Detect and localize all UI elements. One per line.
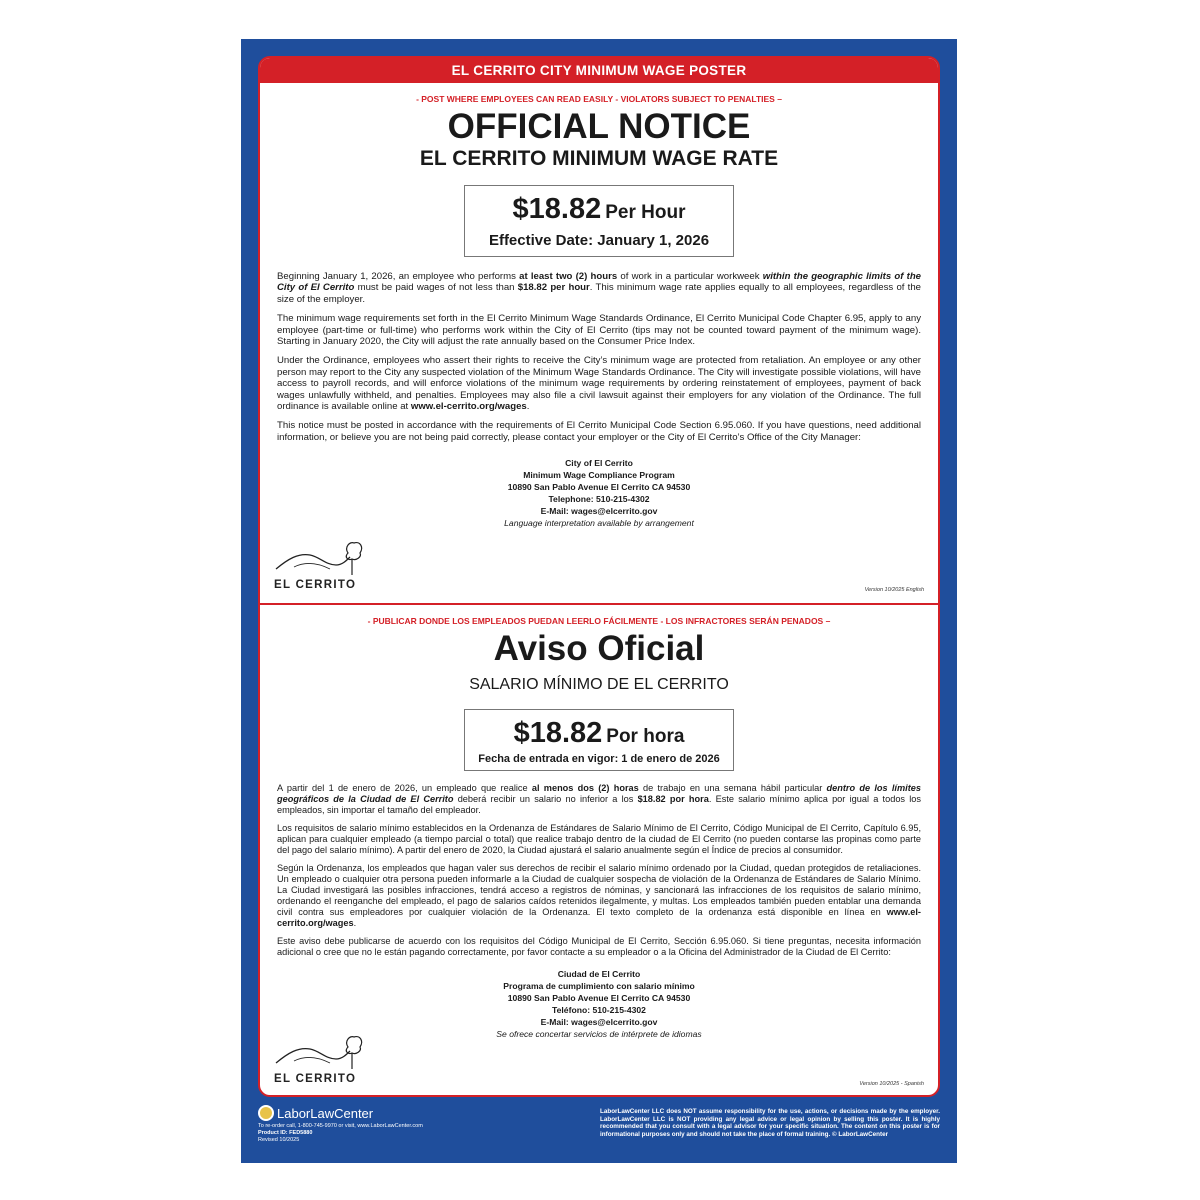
contact-line: E-Mail: wages@elcerrito.gov (540, 506, 658, 517)
footer-disclaimer: LaborLawCenter LLC does NOT assume responsibility for the use, actions, or decisions made by the employer. LaborLawCenter LLC is NOT providing any legal advice or legal opinion by selling this poster. It is highly recommended that you consult with a legal advisor for your specific situation. The content on this poster is for informational purposes only and should not take the place of formal training. © LaborLawCenter (600, 1108, 940, 1138)
poster-footer (258, 1105, 940, 1163)
english-contact-block (260, 457, 938, 529)
hills-tree-icon (274, 1033, 366, 1073)
spanish-subtitle: SALARIO MÍNIMO DE EL CERRITO (469, 676, 729, 693)
spanish-version: Version 10/2025 - Spanish (859, 1081, 924, 1087)
contact-line: 10890 San Pablo Avenue El Cerrito CA 94530 (507, 482, 691, 493)
logo-text: EL CERRITO (274, 1073, 357, 1085)
english-version: Version 10/2025 English (864, 587, 924, 593)
spanish-body (277, 783, 921, 958)
product-id: Product ID: FED5880 (258, 1129, 313, 1136)
brand-name: LaborLawCenter (277, 1106, 374, 1121)
poster-panel (258, 56, 940, 1097)
english-subtitle: EL CERRITO MINIMUM WAGE RATE (419, 147, 779, 170)
english-body (277, 271, 921, 443)
english-rate-amount: $18.82 (512, 193, 602, 225)
logo-text: EL CERRITO (274, 579, 357, 591)
revised-date: Revised 10/2025 (258, 1136, 300, 1143)
spanish-paragraph: Los requisitos de salario mínimo establecidos en la Ordenanza de Estándares de Salario Mínimo de El Cerrito, Código Municipal de El Cerrito, Capítulo 6.95, aplican para cualquier empleado (a tiempo parcial o total) que realice trabajo dentro de la ciudad de El Cerrito (no pueden contarse las propinas como parte del pago del salario mínimo). A partir del enero de 2020, la Ciudad ajustará el salario anualmente según el Índice de precios al consumidor. (277, 823, 921, 855)
el-cerrito-logo (274, 1033, 366, 1085)
english-paragraph: This notice must be posted in accordance with the requirements of El Cerrito Municipal Code Section 6.95.060. If you have questions, need additional information, or believe you are not being paid correctly, please contact your employer or the City of El Cerrito’s Office of the City Manager: (277, 420, 921, 443)
spanish-effective-date: Fecha de entrada en vigor: 1 de enero de 2026 (478, 753, 720, 765)
english-post-line: - POST WHERE EMPLOYEES CAN READ EASILY - VIOLATORS SUBJECT TO PENALTIES – (416, 94, 782, 104)
english-paragraph: Under the Ordinance, employees who assert their rights to receive the City’s minimum wage are protected from retaliation. An employee or any other person may report to the City any suspected violation of the Minimum Wage Standards Ordinance. The City will investigate possible violations, will have access to payroll records, and will enforce violations of the minimum wage requirements by ordering reinstatement of employees, payment of back wages unlawfully withheld, and penalties. Employees may also file a civil lawsuit against their employers for any violation of the Ordinance. The full ordinance is available online at www.el-cerrito.org/wages. (277, 355, 921, 413)
globe-icon (258, 1105, 274, 1121)
spanish-paragraph: Según la Ordenanza, los empleados que hagan valer sus derechos de recibir el salario mínimo ordenado por la Ciudad, quedan protegidos de retaliaciones. Un empleado o cualquier otra persona pueden informarle a la Ciudad de cualquier sospecha de violación de la Ordenanza de Estándares de Salario Mínimo. La Ciudad investigará las posibles infracciones, tendrá acceso a registros de nóminas, y sancionará las infracciones de los requisitos de salario mínimo, ordenando el reenganche del empleado, el pago de salarios caídos retenidos ilegalmente, y multas. Los empleados también pueden entablar una demanda civil contra sus empleadores por cualquier violación de la Ordenanza. El texto completo de la ordenanza está disponible en línea en www.el-cerrito.org/wages. (277, 863, 921, 928)
contact-line: Programa de cumplimiento con salario mínimo (503, 981, 695, 991)
contact-line: Ciudad de El Cerrito (557, 969, 641, 979)
contact-line: E-Mail: wages@elcerrito.gov (540, 1017, 658, 1027)
poster-frame (241, 39, 957, 1163)
english-title: OFFICIAL NOTICE (447, 107, 751, 146)
hills-tree-icon (274, 539, 366, 579)
spanish-rate-unit: Por hora (606, 726, 685, 747)
spanish-section (260, 605, 938, 1095)
spanish-language-note: Se ofrece concertar servicios de intérprete de idiomas (496, 1029, 702, 1039)
spanish-rate-amount: $18.82 (513, 717, 603, 749)
footer-reorder-info (258, 1123, 423, 1143)
spanish-rate-box (464, 709, 734, 771)
reorder-line: To re-order call, 1-800-745-9970 or visit, www.LaborLawCenter.com (258, 1123, 423, 1129)
spanish-paragraph: Este aviso debe publicarse de acuerdo con los requisitos del Código Municipal de El Cerrito, Sección 6.95.060. Si tiene preguntas, necesita información adicional o cree que no le están pagando correctamente, por favor contacte a su empleador o a la Oficina del Administrador de la Ciudad de El Cerrito: (277, 936, 921, 957)
contact-line: Minimum Wage Compliance Program (523, 470, 675, 481)
spanish-paragraph: A partir del 1 de enero de 2026, un empleado que realice al menos dos (2) horas de trabajo en una semana hábil particular dentro de los límites geográficos de la Ciudad de El Cerrito deberá recibir un salario no inferior a los $18.82 por hora. Este salario mínimo aplica por igual a todos los empleados, sin importar el tamaño del empleador. (277, 783, 921, 815)
english-rate-box (464, 185, 734, 257)
english-paragraph: Beginning January 1, 2026, an employee who performs at least two (2) hours of work in a particular workweek within the geographic limits of the City of El Cerrito must be paid wages of not less than $18.82 per hour. This minimum wage rate applies equally to all employees, regardless of the size of the employer. (277, 271, 922, 305)
contact-line: City of El Cerrito (565, 458, 633, 469)
contact-line: Teléfono: 510-215-4302 (552, 1005, 646, 1015)
english-paragraph: The minimum wage requirements set forth in the El Cerrito Minimum Wage Standards Ordinance, El Cerrito Municipal Code Chapter 6.95, apply to any employee (part-time or full-time) who performs work within the City of El Cerrito (tips may not be counted toward payment of the minimum wage). Starting in January 2020, the City will adjust the rate annually based on the Consumer Price Index. (277, 313, 921, 348)
spanish-post-line: - PUBLICAR DONDE LOS EMPLEADOS PUEDAN LEERLO FÁCILMENTE - LOS INFRACTORES SERÁN PENADOS – (367, 616, 831, 626)
english-rate-unit: Per Hour (605, 202, 686, 223)
english-language-note: Language interpretation available by arrangement (504, 518, 694, 529)
contact-line: 10890 San Pablo Avenue El Cerrito CA 94530 (507, 993, 691, 1003)
laborlawcenter-logo (258, 1105, 373, 1121)
spanish-contact-block (260, 968, 938, 1040)
el-cerrito-logo (274, 539, 366, 591)
contact-line: Telephone: 510-215-4302 (548, 494, 650, 505)
spanish-title: Aviso Oficial (493, 629, 705, 668)
english-section (260, 83, 938, 604)
english-effective-date: Effective Date: January 1, 2026 (488, 232, 710, 249)
poster-banner: EL CERRITO CITY MINIMUM WAGE POSTER (260, 58, 938, 83)
